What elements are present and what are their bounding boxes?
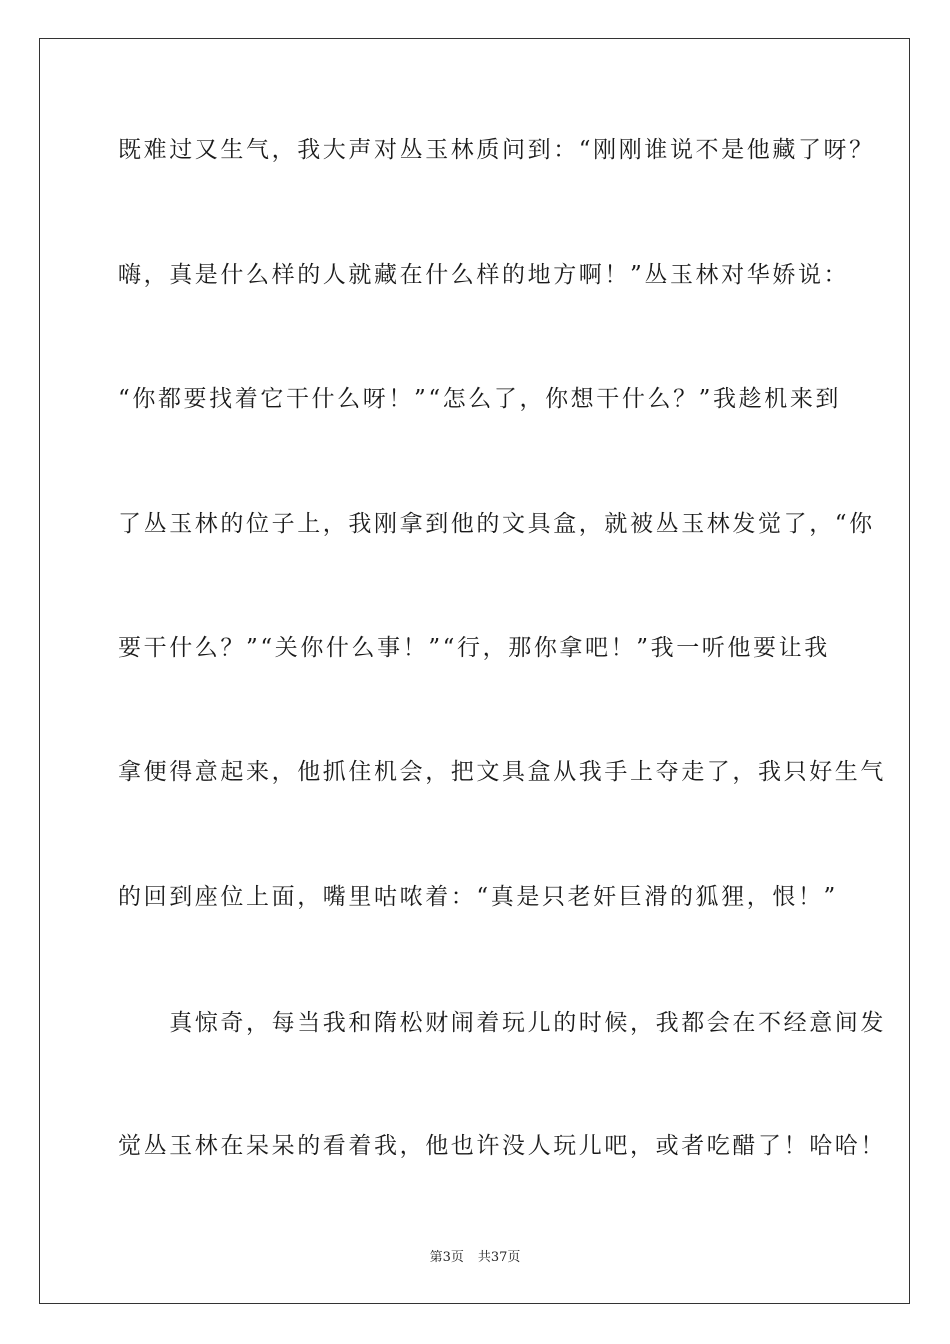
page-footer [0,1246,950,1265]
paragraph-line: 嗨，真是什么样的人就藏在什么样的地方啊！”丛玉林对华娇说： [118,262,850,288]
total-pages: 共37页 [477,1250,521,1265]
paragraph-line: 拿便得意起来，他抓住机会，把文具盒从我手上夺走了，我只好生气 [118,759,886,785]
paragraph-line: 要干什么？”“关你什么事！”“行，那你拿吧！”我一听他要让我 [118,635,830,661]
paragraph-line: 真惊奇，每当我和隋松财闹着玩儿的时候，我都会在不经意间发 [118,1010,886,1036]
page-border [39,38,910,1304]
page-number: 第3页 [429,1250,464,1265]
paragraph-line: 既难过又生气，我大声对丛玉林质问到：“刚刚谁说不是他藏了呀？ [118,137,875,163]
paragraph-line: 的回到座位上面，嘴里咕哝着：“真是只老奸巨滑的狐狸，恨！” [118,884,838,910]
paragraph-line: “你都要找着它干什么呀！”“怎么了，你想干什么？”我趁机来到 [118,386,842,412]
paragraph-line: 觉丛玉林在呆呆的看着我，他也许没人玩儿吧，或者吃醋了！哈哈！ [118,1133,886,1159]
paragraph-line: 了丛玉林的位子上，我刚拿到他的文具盒，就被丛玉林发觉了，“你 [118,511,875,537]
